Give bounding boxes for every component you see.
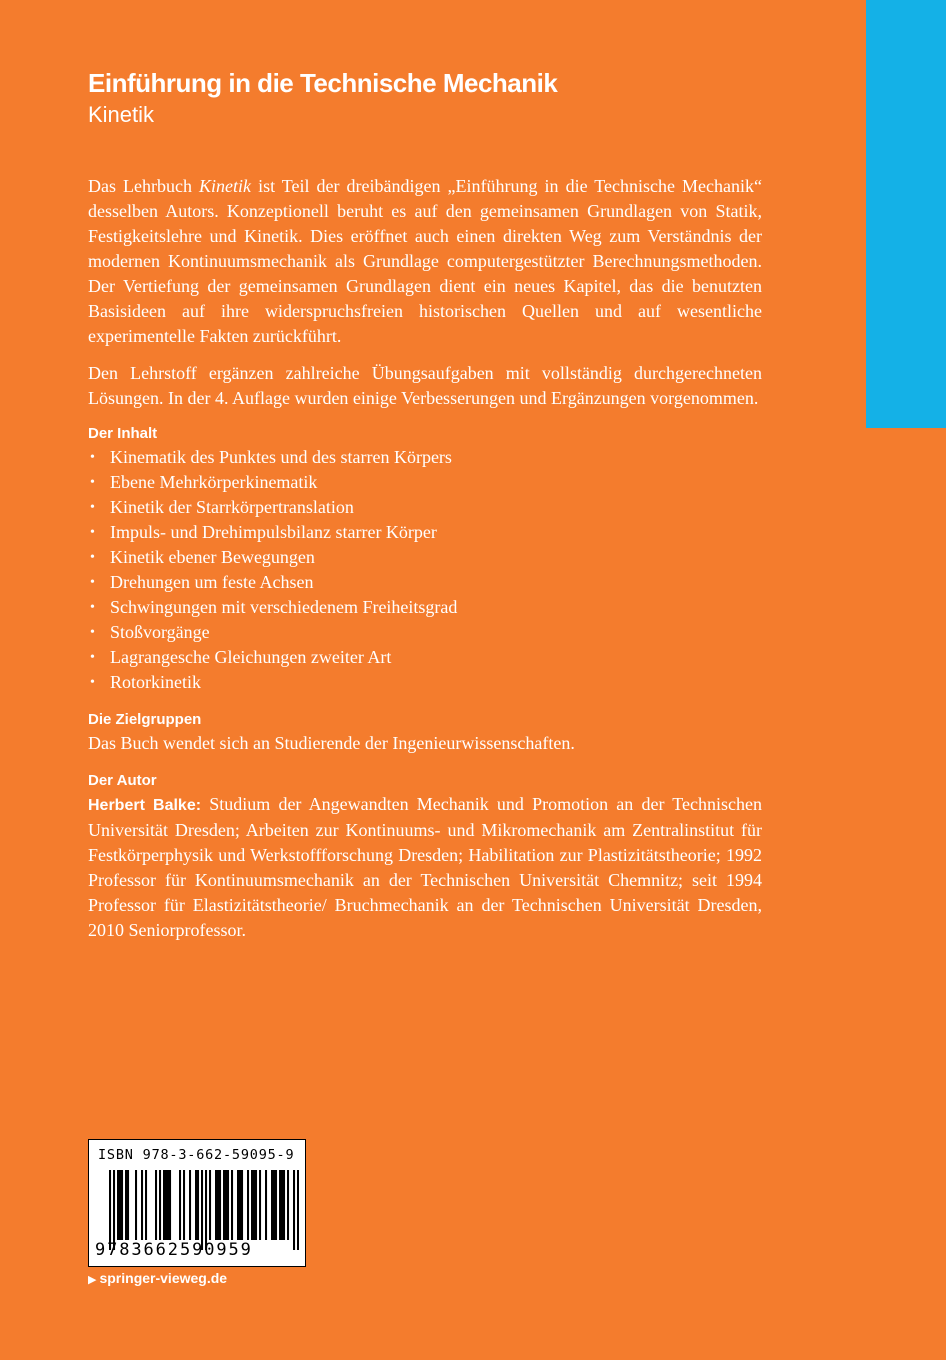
contents-item (88, 645, 762, 670)
isbn-barcode (88, 1139, 306, 1267)
contents-item (88, 495, 762, 520)
back-cover-text (88, 174, 762, 943)
bullet-icon: • (90, 675, 95, 690)
bullet-icon: • (90, 450, 95, 465)
barcode-bar (273, 1170, 275, 1240)
author-name: Herbert Balke: (88, 797, 202, 814)
barcode-bar (189, 1170, 191, 1240)
barcode-bar (271, 1170, 273, 1240)
barcode-bar (155, 1170, 157, 1240)
intro-text-rest: ist Teil der dreibändigen „Einführung in die Technische Mechanik“ desselben Autors. Konzeptionell beruht es auf den gemeinsamen Grundlagen von Statik, Festigkeitslehre und Kinetik. Dies eröffnet auch einen direkten Weg zum Verständnis der modernen Kontinuumsmechanik als Grundlage computergestützter Berechnungsmethoden. Der Vertiefung der gemeinsamen Grundlagen dient ein neues Kapitel, das die benutzten Basisideen auf ihre widerspruchsfreien historischen Quellen und auf wesentliche experimentelle Fakten zurückführt. (88, 176, 762, 346)
barcode-bar (281, 1170, 283, 1240)
barcode-bar (109, 1170, 111, 1250)
contents-item-label: Drehungen um feste Achsen (110, 572, 314, 592)
bullet-icon: • (90, 550, 95, 565)
barcode-bar (239, 1170, 241, 1240)
contents-item-label: Kinetik ebener Bewegungen (110, 547, 315, 567)
barcode-bar (279, 1170, 281, 1240)
bullet-icon: • (90, 525, 95, 540)
barcode-bar (247, 1170, 249, 1240)
barcode-bar (297, 1170, 299, 1250)
barcode-bar (265, 1170, 267, 1240)
contents-item (88, 670, 762, 695)
barcode-bar (135, 1170, 137, 1240)
contents-item (88, 470, 762, 495)
author-heading: Der Autor (88, 772, 157, 789)
supplement-paragraph: Den Lehrstoff ergänzen zahlreiche Übungsaufgaben mit vollständig durchgerechneten Lösungen. In der 4. Auflage wurden einige Verbesserungen und Ergänzungen vorgenommen. (88, 363, 762, 408)
contents-item-label: Schwingungen mit verschiedenem Freiheitsgrad (110, 597, 458, 617)
contents-item-label: Kinetik der Starrkörpertranslation (110, 497, 354, 517)
contents-item (88, 520, 762, 545)
barcode-bar (113, 1170, 115, 1250)
barcode-bar (255, 1170, 257, 1240)
contents-item (88, 595, 762, 620)
barcode-bar (215, 1170, 217, 1240)
contents-item (88, 445, 762, 470)
barcode-bar (231, 1170, 233, 1240)
publisher-url: springer-vieweg.de (99, 1270, 228, 1286)
barcode-bar (209, 1170, 211, 1240)
contents-item (88, 620, 762, 645)
contents-item (88, 570, 762, 595)
barcode-bar (179, 1170, 181, 1240)
contents-item-label: Ebene Mehrkörperkinematik (110, 472, 318, 492)
publisher-link[interactable] (88, 1270, 227, 1286)
barcode-bar (253, 1170, 255, 1240)
intro-book-title: Kinetik (199, 176, 252, 196)
barcode-bar (183, 1170, 185, 1240)
barcode-bar (259, 1170, 261, 1240)
barcode-bar (197, 1170, 199, 1240)
bullet-icon: • (90, 475, 95, 490)
barcode-bar (241, 1170, 243, 1240)
barcode-bar (283, 1170, 285, 1240)
volume-title: Kinetik (88, 102, 155, 127)
series-title: Einführung in die Technische Mechanik (88, 68, 558, 98)
intro-paragraph (88, 174, 762, 349)
barcode-bar (223, 1170, 225, 1240)
contents-heading: Der Inhalt (88, 425, 158, 442)
barcode-bar (121, 1170, 123, 1240)
barcode-bar (251, 1170, 253, 1240)
barcode-bar (145, 1170, 147, 1240)
barcode-bar (227, 1170, 229, 1240)
contents-item-label: Stoßvorgänge (110, 622, 210, 642)
triangle-right-icon: ▶ (88, 1274, 97, 1286)
contents-item-label: Kinematik des Punktes und des starren Körpers (110, 447, 452, 467)
bullet-icon: • (90, 500, 95, 515)
barcode-bar (141, 1170, 143, 1240)
barcode-bar (169, 1170, 171, 1240)
barcode-bar (217, 1170, 219, 1240)
barcode-bars (109, 1170, 299, 1250)
contents-item (88, 545, 762, 570)
barcode-bar (119, 1170, 121, 1240)
bullet-icon: • (90, 575, 95, 590)
barcode-bar (195, 1170, 197, 1240)
barcode-digits: 9783662590959 (95, 1240, 253, 1260)
accent-bar (866, 0, 946, 428)
contents-list (88, 445, 762, 695)
barcode-bar (167, 1170, 169, 1240)
barcode-bar (205, 1170, 207, 1250)
author-bio-text: Studium der Angewandten Mechanik und Promotion an der Technischen Universität Dresden; Arbeiten zur Kontinuums- und Mikromechanik am Zentralinstitut für Festkörperphysik und Werkstoffforschung Dresden; Habilitation zur Plastizitätstheorie; 1992 Professor für Kontinuumsmechanik an der Technischen Universität Chemnitz; seit 1994 Professor für Elastizitätstheorie/ Bruchmechanik an der Technischen Universität Dresden, 2010 Seniorprofessor. (88, 794, 762, 940)
intro-text-start: Das Lehrbuch (88, 176, 200, 196)
bullet-icon: • (90, 625, 95, 640)
barcode-bar (275, 1170, 277, 1240)
barcode-bar (225, 1170, 227, 1240)
barcode-bar (293, 1170, 295, 1250)
contents-item-label: Impuls- und Drehimpulsbilanz starrer Körper (110, 522, 437, 542)
audience-heading: Die Zielgruppen (88, 711, 202, 728)
contents-item-label: Rotorkinetik (110, 672, 201, 692)
barcode-bar (159, 1170, 161, 1240)
author-bio (88, 792, 762, 943)
barcode-bar (237, 1170, 239, 1240)
bullet-icon: • (90, 600, 95, 615)
barcode-bar (287, 1170, 289, 1240)
barcode-bar (201, 1170, 203, 1250)
barcode-bar (125, 1170, 127, 1240)
barcode-bar (219, 1170, 221, 1240)
barcode-bar (127, 1170, 129, 1240)
barcode-bar (117, 1170, 119, 1240)
bullet-icon: • (90, 650, 95, 665)
header (88, 66, 557, 130)
isbn-label: ISBN 978-3-662-59095-9 (98, 1147, 295, 1163)
contents-item-label: Lagrangesche Gleichungen zweiter Art (110, 647, 392, 667)
audience-text: Das Buch wendet sich an Studierende der Ingenieurwissenschaften. (88, 733, 575, 753)
barcode-bar (165, 1170, 167, 1240)
barcode-bar (163, 1170, 165, 1240)
